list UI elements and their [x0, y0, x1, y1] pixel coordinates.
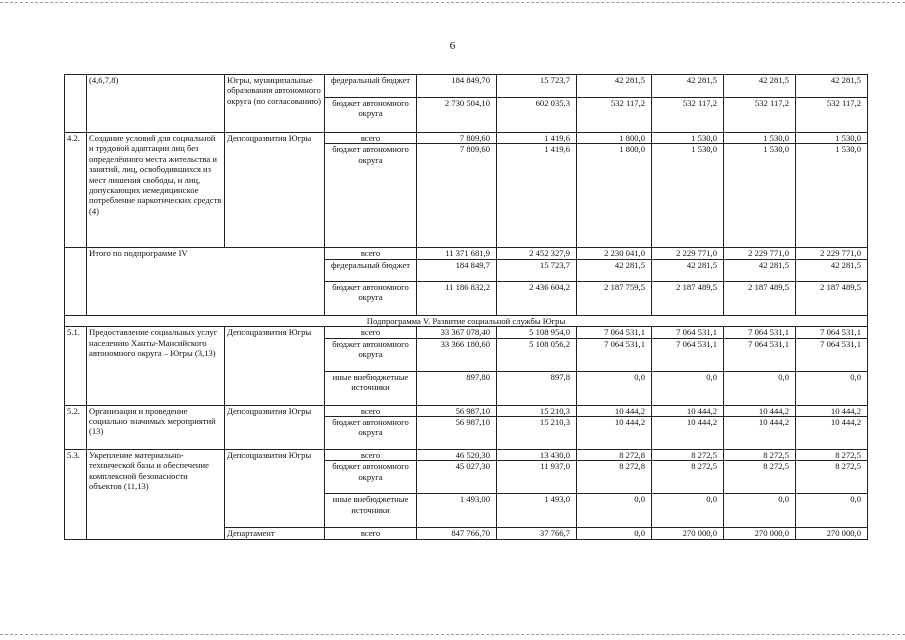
- value-cell: 11 186 832,2: [417, 281, 497, 315]
- value-cell: 42 281,5: [724, 259, 796, 281]
- value-cell: 1 419,6: [497, 133, 577, 144]
- source-cell: федеральный бюджет: [325, 259, 417, 281]
- table-row: [65, 327, 868, 338]
- value-cell: 11 937,0: [497, 461, 577, 494]
- scan-edge-top: [0, 2, 905, 4]
- value-cell: 1 800,0: [577, 133, 652, 144]
- table-row: [65, 75, 868, 98]
- source-cell: бюджет автономного округа: [325, 461, 417, 494]
- value-cell: 2 187 489,5: [724, 281, 796, 315]
- value-cell: 2 229 771,0: [796, 248, 868, 259]
- value-cell: 42 281,5: [652, 259, 724, 281]
- value-cell: 532 117,2: [652, 98, 724, 133]
- funding-table: [64, 74, 868, 540]
- responsible-cell: Депсоцразвития Югры: [225, 133, 325, 248]
- value-cell: 10 444,2: [724, 405, 796, 416]
- value-cell: 10 444,2: [577, 417, 652, 450]
- value-cell: 0,0: [652, 371, 724, 405]
- value-cell: 2 187 489,5: [652, 281, 724, 315]
- value-cell: 532 117,2: [724, 98, 796, 133]
- source-cell: всего: [325, 248, 417, 259]
- value-cell: 7 064 531,1: [652, 338, 724, 371]
- value-cell: 2 187 759,5: [577, 281, 652, 315]
- value-cell: 42 281,5: [724, 75, 796, 98]
- value-cell: 0,0: [796, 494, 868, 528]
- value-cell: 7 064 531,1: [796, 338, 868, 371]
- table-row: [65, 405, 868, 416]
- value-cell: 7 064 531,1: [724, 327, 796, 338]
- value-cell: 270 000,0: [796, 528, 868, 539]
- source-cell: бюджет автономного округа: [325, 281, 417, 315]
- source-cell: федеральный бюджет: [325, 75, 417, 98]
- value-cell: 1 530,0: [652, 133, 724, 144]
- value-cell: 270 000,0: [724, 528, 796, 539]
- subprogram-heading: Подпрограмма V. Развитие социальной службы Югры: [65, 315, 868, 326]
- value-cell: 0,0: [577, 528, 652, 539]
- source-cell: иные внебюджетные источники: [325, 494, 417, 528]
- value-cell: 184 849,7: [417, 259, 497, 281]
- value-cell: 46 520,30: [417, 450, 497, 461]
- value-cell: 8 272,5: [796, 450, 868, 461]
- value-cell: 1 493,0: [497, 494, 577, 528]
- value-cell: 2 229 771,0: [724, 248, 796, 259]
- value-cell: 602 035,3: [497, 98, 577, 133]
- source-cell: иные внебюджетные источники: [325, 371, 417, 405]
- table-row: [65, 450, 868, 461]
- table-row: [65, 248, 868, 259]
- value-cell: 10 444,2: [577, 405, 652, 416]
- item-number-cell: 5.1.: [65, 327, 87, 405]
- value-cell: 7 064 531,1: [796, 327, 868, 338]
- value-cell: 7 064 531,1: [652, 327, 724, 338]
- value-cell: 10 444,2: [652, 405, 724, 416]
- value-cell: 8 272,8: [577, 461, 652, 494]
- value-cell: 2 730 504,10: [417, 98, 497, 133]
- item-number-cell: [65, 75, 87, 133]
- source-cell: бюджет автономного округа: [325, 338, 417, 371]
- responsible-cell: Югры, муниципальные образования автономного округа (по согласованию): [225, 75, 325, 133]
- value-cell: 8 272,5: [796, 461, 868, 494]
- value-cell: 8 272,8: [577, 450, 652, 461]
- item-name-cell: Предоставление социальных услуг населению Ханты-Мансийского автономного округа – Югры (3,13): [87, 327, 225, 405]
- item-number-cell: [65, 248, 87, 315]
- value-cell: 56 987,10: [417, 417, 497, 450]
- value-cell: 42 281,5: [577, 75, 652, 98]
- item-number-cell: 5.3.: [65, 450, 87, 540]
- responsible-cell: Депсоцразвития Югры: [225, 450, 325, 528]
- value-cell: 8 272,5: [652, 450, 724, 461]
- total-label-cell: Итого по подпрограмме IV: [87, 248, 325, 315]
- source-cell: всего: [325, 450, 417, 461]
- value-cell: 270 000,0: [652, 528, 724, 539]
- value-cell: 2 436 604,2: [497, 281, 577, 315]
- source-cell: всего: [325, 133, 417, 144]
- table-row: [65, 133, 868, 144]
- value-cell: 1 530,0: [796, 133, 868, 144]
- scan-edge-bottom: [0, 634, 905, 636]
- value-cell: 15 210,3: [497, 405, 577, 416]
- value-cell: 0,0: [652, 494, 724, 528]
- value-cell: 532 117,2: [577, 98, 652, 133]
- item-name-cell: (4,6,7,8): [87, 75, 225, 133]
- value-cell: 2 230 041,0: [577, 248, 652, 259]
- responsible-cell: Департамент: [225, 528, 325, 539]
- value-cell: 2 229 771,0: [652, 248, 724, 259]
- value-cell: 2 452 327,9: [497, 248, 577, 259]
- value-cell: 45 027,30: [417, 461, 497, 494]
- value-cell: 7 809,60: [417, 144, 497, 248]
- responsible-cell: Депсоцразвития Югры: [225, 405, 325, 449]
- value-cell: 8 272,5: [652, 461, 724, 494]
- value-cell: 13 430,0: [497, 450, 577, 461]
- value-cell: 5 108 056,2: [497, 338, 577, 371]
- value-cell: 0,0: [577, 371, 652, 405]
- value-cell: 7 064 531,1: [577, 338, 652, 371]
- item-name-cell: Укрепление материально-технической базы и обеспечение комплексной безопасности объектов (11,13): [87, 450, 225, 540]
- value-cell: 10 444,2: [724, 417, 796, 450]
- value-cell: 10 444,2: [796, 417, 868, 450]
- source-cell: бюджет автономного округа: [325, 98, 417, 133]
- value-cell: 15 723,7: [497, 259, 577, 281]
- value-cell: 1 530,0: [724, 133, 796, 144]
- item-name-cell: Создание условий для социальной и трудовой адаптации лиц без определённого места жительства и занятий, лиц, освободившихся из мест лишения свободы, и лиц, допускающих немедицинское потребление наркотических средств (4): [87, 133, 225, 248]
- value-cell: 1 530,0: [724, 144, 796, 248]
- value-cell: 33 366 180,60: [417, 338, 497, 371]
- value-cell: 2 187 489,5: [796, 281, 868, 315]
- value-cell: 0,0: [796, 371, 868, 405]
- value-cell: 42 281,5: [796, 75, 868, 98]
- value-cell: 42 281,5: [652, 75, 724, 98]
- value-cell: 8 272,5: [724, 450, 796, 461]
- value-cell: 7 064 531,1: [724, 338, 796, 371]
- source-cell: всего: [325, 405, 417, 416]
- value-cell: 15 210,3: [497, 417, 577, 450]
- item-number-cell: 5.2.: [65, 405, 87, 449]
- value-cell: 897,80: [417, 371, 497, 405]
- source-cell: бюджет автономного округа: [325, 144, 417, 248]
- value-cell: 5 108 954,0: [497, 327, 577, 338]
- value-cell: 7 064 531,1: [577, 327, 652, 338]
- page-number: 6: [449, 40, 456, 52]
- table-row: [65, 315, 868, 326]
- value-cell: 0,0: [724, 371, 796, 405]
- value-cell: 847 766,70: [417, 528, 497, 539]
- value-cell: 0,0: [724, 494, 796, 528]
- value-cell: 8 272,5: [724, 461, 796, 494]
- value-cell: 42 281,5: [577, 259, 652, 281]
- value-cell: 1 493,00: [417, 494, 497, 528]
- value-cell: 33 367 078,40: [417, 327, 497, 338]
- value-cell: 10 444,2: [796, 405, 868, 416]
- source-cell: всего: [325, 528, 417, 539]
- value-cell: 1 530,0: [652, 144, 724, 248]
- value-cell: 0,0: [577, 494, 652, 528]
- item-name-cell: Организация и проведение социально значимых мероприятий (13): [87, 405, 225, 449]
- value-cell: 42 281,5: [796, 259, 868, 281]
- item-number-cell: 4.2.: [65, 133, 87, 248]
- value-cell: 1 419,6: [497, 144, 577, 248]
- value-cell: 184 849,70: [417, 75, 497, 98]
- value-cell: 11 371 681,9: [417, 248, 497, 259]
- value-cell: 10 444,2: [652, 417, 724, 450]
- source-cell: всего: [325, 327, 417, 338]
- source-cell: бюджет автономного округа: [325, 417, 417, 450]
- responsible-cell: Депсоцразвития Югры: [225, 327, 325, 405]
- value-cell: 897,8: [497, 371, 577, 405]
- value-cell: 1 530,0: [796, 144, 868, 248]
- value-cell: 1 800,0: [577, 144, 652, 248]
- value-cell: 7 809,60: [417, 133, 497, 144]
- value-cell: 15 723,7: [497, 75, 577, 98]
- value-cell: 532 117,2: [796, 98, 868, 133]
- value-cell: 56 987,10: [417, 405, 497, 416]
- value-cell: 37 766,7: [497, 528, 577, 539]
